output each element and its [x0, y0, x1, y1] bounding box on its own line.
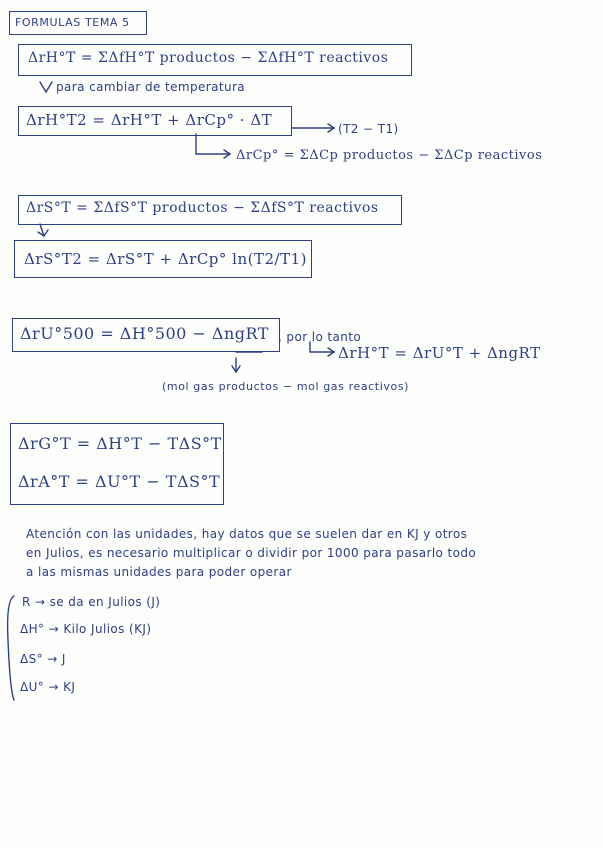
- attention-line-1: Atención con las unidades, hay datos que se suelen dar en KJ y otros: [26, 527, 468, 541]
- temperature-change-note: para cambiar de temperatura: [56, 80, 246, 94]
- enthalpy-temperature-formula: ΔrH°T2 = ΔrH°T + ΔrCp° · ΔT: [26, 111, 273, 129]
- reaction-entropy-formula: ΔrS°T = ΣΔfS°T productos − ΣΔfS°T reactivos: [26, 200, 379, 216]
- enthalpy-internal-energy-relation: ΔrH°T = ΔrU°T + ΔngRT: [338, 344, 541, 362]
- page-title: FORMULAS TEMA 5: [15, 16, 130, 29]
- attention-line-3: a las mismas unidades para poder operar: [26, 565, 292, 579]
- delta-t-definition: (T2 − T1): [338, 122, 399, 136]
- units-item-gas-constant: R → se da en Julios (J): [22, 595, 161, 609]
- internal-energy-formula: ΔrU°500 = ΔH°500 − ΔngRT: [20, 324, 269, 343]
- gibbs-energy-formula: ΔrG°T = ΔH°T − TΔS°T: [18, 434, 222, 453]
- moles-gas-note: (mol gas productos − mol gas reactivos): [162, 380, 410, 393]
- heat-capacity-formula: ΔrCp° = ΣΔCp productos − ΣΔCp reactivos: [236, 148, 543, 163]
- attention-line-2: en Julios, es necesario multiplicar o dividir por 1000 para pasarlo todo: [26, 546, 477, 560]
- units-item-enthalpy: ΔH° → Kilo Julios (KJ): [20, 622, 152, 636]
- units-item-internal-energy: ΔU° → KJ: [20, 680, 76, 694]
- therefore-label: , por lo tanto: [278, 330, 362, 344]
- helmholtz-energy-formula: ΔrA°T = ΔU°T − TΔS°T: [18, 472, 221, 491]
- entropy-temperature-formula: ΔrS°T2 = ΔrS°T + ΔrCp° ln(T2/T1): [24, 250, 307, 268]
- units-item-entropy: ΔS° → J: [20, 652, 66, 666]
- reaction-enthalpy-formula: ΔrH°T = ΣΔfH°T productos − ΣΔfH°T reactivos: [28, 50, 389, 66]
